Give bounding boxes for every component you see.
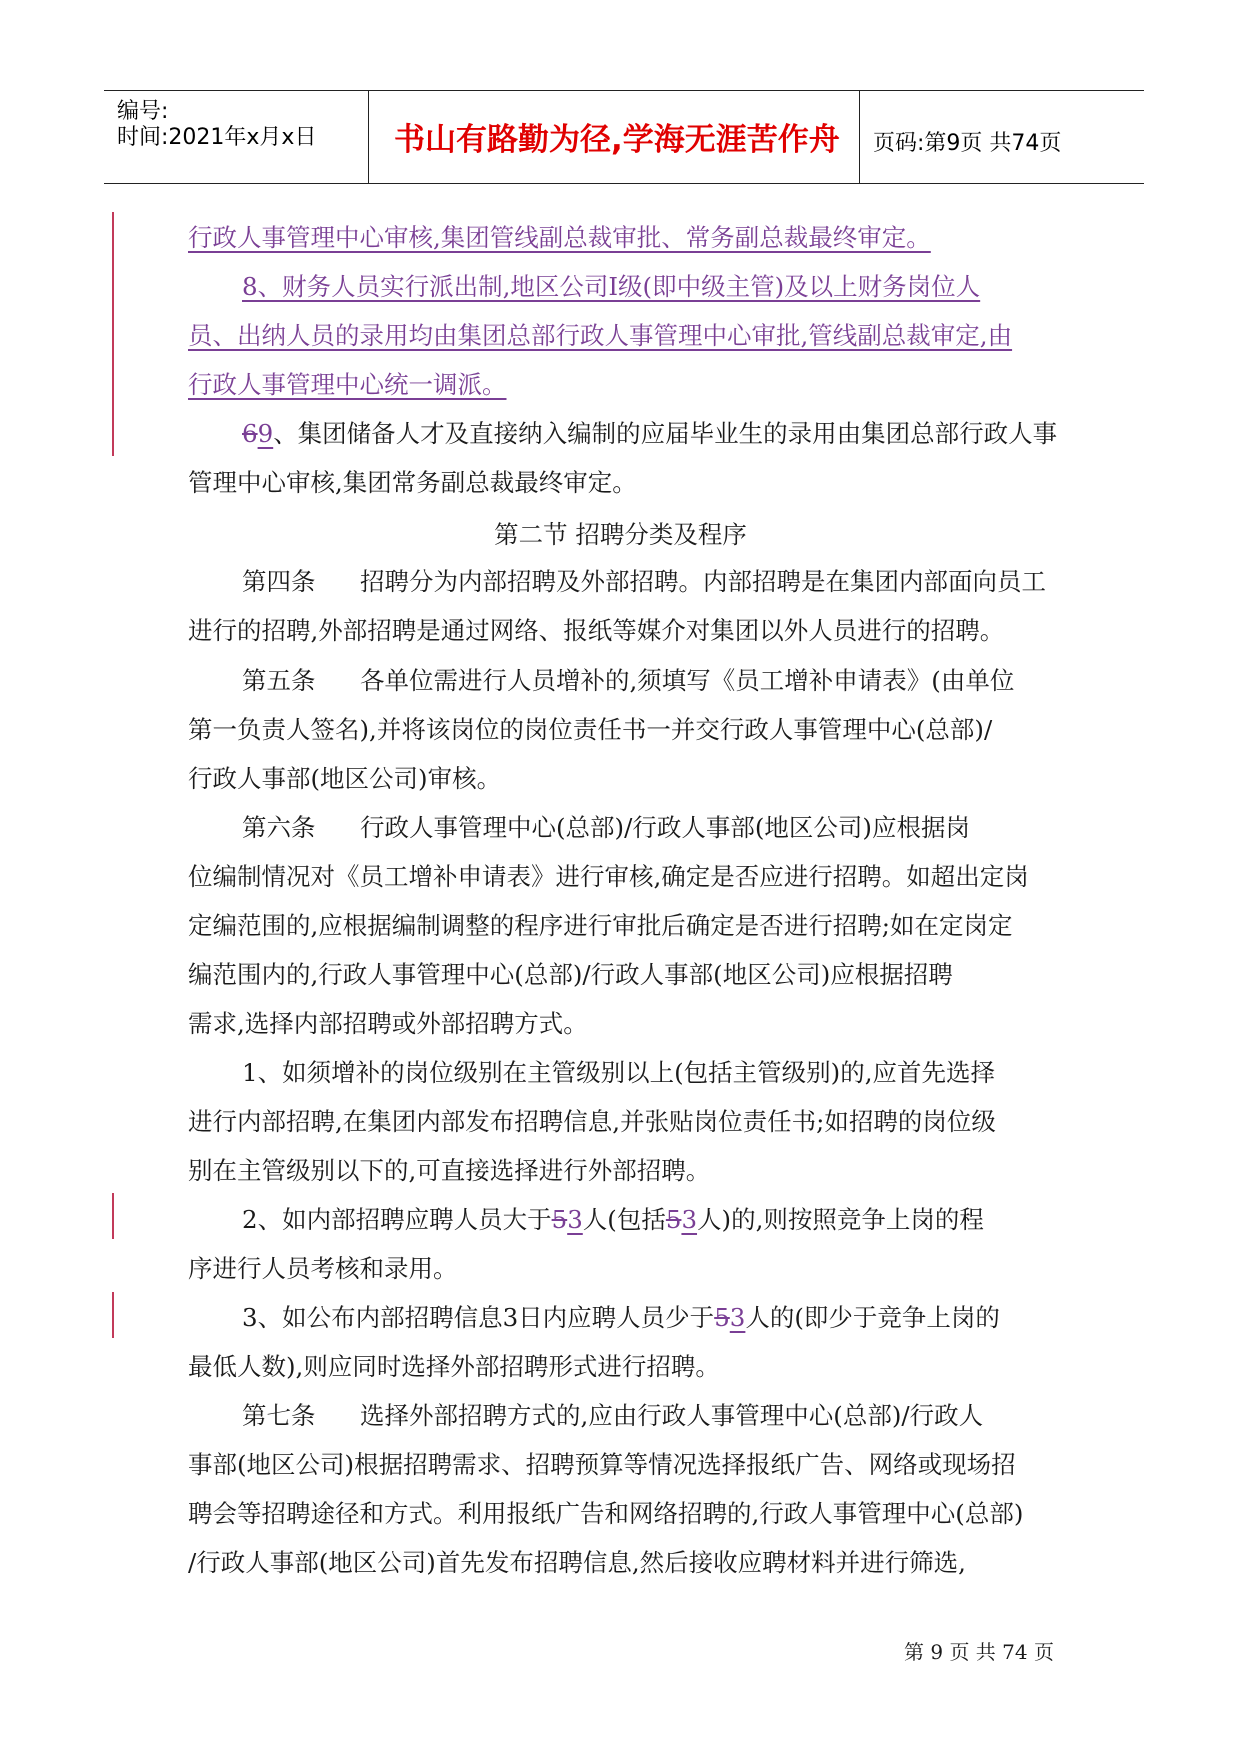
paragraph-line: 聘会等招聘途径和方式。利用报纸广告和网络招聘的,行政人事管理中心(总部): [188, 1499, 1024, 1528]
paragraph-line: 行政人事管理中心(总部)/行政人事部(地区公司)应根据岗: [360, 813, 970, 842]
paragraph-line: 进行内部招聘,在集团内部发布招聘信息,并张贴岗位责任书;如招聘的岗位级: [188, 1107, 996, 1136]
paragraph-line: /行政人事部(地区公司)首先发布招聘信息,然后接收应聘材料并进行筛选,: [188, 1548, 966, 1577]
text: 2、如内部招聘应聘人员大于: [242, 1205, 552, 1234]
inserted-text: 3: [729, 1303, 746, 1332]
change-bar: [112, 1292, 114, 1338]
paragraph-line: 选择外部招聘方式的,应由行政人事管理中心(总部)/行政人: [360, 1401, 984, 1430]
deleted-text: 5: [665, 1205, 682, 1234]
header-page-number: 页码:第9页 共74页: [873, 131, 1062, 156]
footer-page-number: 第 9 页 共 74 页: [904, 1640, 1054, 1664]
text: 人(包括: [582, 1205, 666, 1234]
paragraph-line: 各单位需进行人员增补的,须填写《员工增补申请表》(由单位: [360, 666, 1015, 695]
inserted-text: 8、财务人员实行派出制,地区公司Ⅰ级(即中级主管)及以上财务岗位人: [242, 272, 981, 301]
inserted-text: 行政人事管理中心审核,集团管线副总裁审批、常务副总裁最终审定。: [188, 223, 931, 252]
paragraph-line: 序进行人员考核和录用。: [188, 1254, 458, 1283]
paragraph-line: 1、如须增补的岗位级别在主管级别以上(包括主管级别)的,应首先选择: [242, 1058, 995, 1087]
header-divider-right: [859, 91, 860, 184]
paragraph-line: 需求,选择内部招聘或外部招聘方式。: [188, 1009, 588, 1038]
text: 3、如公布内部招聘信息3日内应聘人员少于: [242, 1303, 715, 1332]
paragraph-line: 位编制情况对《员工增补申请表》进行审核,确定是否应进行招聘。如超出定岗: [188, 862, 1029, 891]
deleted-text: 5: [714, 1303, 730, 1332]
inserted-text: 9: [257, 419, 274, 448]
deleted-text: 5: [551, 1205, 568, 1234]
text: 、集团储备人才及直接纳入编制的应届毕业生的录用由集团总部行政人事: [273, 419, 1058, 448]
text: 人的(即少于竞争上岗的: [745, 1303, 1000, 1332]
paragraph-line: [242, 1204, 984, 1236]
paragraph-line: [242, 1302, 1000, 1334]
paragraph-line: 定编范围的,应根据编制调整的程序进行审批后确定是否进行招聘;如在定岗定: [188, 911, 1013, 940]
paragraph-line: [242, 418, 1057, 450]
paragraph-line: 最低人数),则应同时选择外部招聘形式进行招聘。: [188, 1352, 720, 1381]
header-motto: 书山有路勤为径,学海无涯苦作舟: [394, 122, 840, 158]
header-divider-left: [368, 91, 369, 184]
header-bottom-rule: [104, 183, 1144, 184]
change-bar: [112, 1193, 114, 1239]
paragraph-line: 进行的招聘,外部招聘是通过网络、报纸等媒介对集团以外人员进行的招聘。: [188, 616, 1005, 645]
header-number: 编号:: [117, 99, 169, 124]
inserted-text: 3: [567, 1205, 583, 1234]
header-top-rule: [104, 90, 1144, 91]
header-time: 时间:2021年x月x日: [117, 125, 317, 150]
article-label: 第六条: [242, 813, 316, 842]
text: 人)的,则按照竞争上岗的程: [697, 1205, 984, 1234]
section-title: 第二节 招聘分类及程序: [494, 520, 747, 549]
paragraph-line: 管理中心审核,集团常务副总裁最终审定。: [188, 468, 637, 497]
paragraph-line: [188, 369, 507, 401]
paragraph-line: [242, 271, 980, 303]
paragraph-line: [188, 320, 1012, 352]
article-label: 第五条: [242, 666, 316, 695]
inserted-text: 员、出纳人员的录用均由集团总部行政人事管理中心审批,管线副总裁审定,由: [188, 321, 1013, 350]
article-label: 第七条: [242, 1401, 316, 1430]
paragraph-line: 招聘分为内部招聘及外部招聘。内部招聘是在集团内部面向员工: [360, 567, 1046, 596]
paragraph-line: 行政人事部(地区公司)审核。: [188, 764, 502, 793]
inserted-text: 行政人事管理中心统一调派。: [188, 370, 507, 399]
paragraph-line: 事部(地区公司)根据招聘需求、招聘预算等情况选择报纸广告、网络或现场招: [188, 1450, 1016, 1479]
change-bar: [112, 212, 114, 456]
paragraph-line: 别在主管级别以下的,可直接选择进行外部招聘。: [188, 1156, 711, 1185]
paragraph-line: [188, 222, 931, 254]
deleted-text: 6: [242, 419, 258, 448]
paragraph-line: 编范围内的,行政人事管理中心(总部)/行政人事部(地区公司)应根据招聘: [188, 960, 953, 989]
inserted-text: 3: [681, 1205, 698, 1234]
article-label: 第四条: [242, 567, 316, 596]
paragraph-line: 第一负责人签名),并将该岗位的岗位责任书一并交行政人事管理中心(总部)/: [188, 715, 993, 744]
